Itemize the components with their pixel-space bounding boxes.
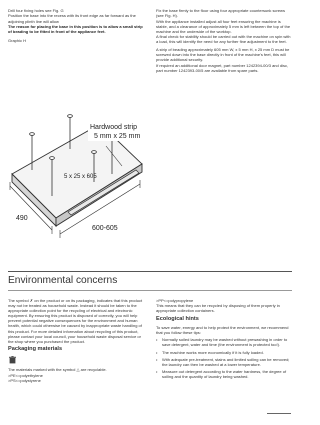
weee-paragraph: The symbol ✗ on the product or on its packaging, indicates that this product may not be treated as household waste. Instead it should be taken to the appropriate collection point for the recycling of electrical and electronic equipment. By ensuring this product is disposed of correctly, you will help prevent potential negative consequences for the environment and human health, which could otherwise be caused by inappropriate waste handling of this product. For more detailed information about recycling of this product, please contact your local council, your household waste disposal service or the shop where you purchased the product. (8, 298, 143, 344)
strip-label: Hardwood strip (90, 124, 138, 131)
diagram-illustration (8, 94, 144, 264)
packaging-paragraph: The materials marked with the symbol △ are recyclable. (8, 367, 107, 373)
install-paragraph: If required an additional door magnet, part number 1242394-00/3 and disc, part number 1242393-00/5 are available from spare parts. (156, 62, 289, 73)
packaging-material-pp: >PP<=polypropylene (156, 298, 194, 303)
section-divider (8, 290, 292, 291)
packaging-material-pe: >PE<=polyethylene (8, 372, 43, 378)
list-item: • With adequate pre-treatment, stains and limited soiling can be removed; the laundry can then be washed at a lower temperature. (156, 357, 292, 367)
section-divider (8, 271, 292, 272)
env-right-column (156, 298, 292, 382)
ecological-hints-list (156, 337, 292, 379)
base-installation-diagram (8, 94, 144, 264)
recycling-paragraph: This means that they can be recycled by disposing of them properly in appropriate collection containers. (156, 303, 280, 314)
section-title: Environmental concerns (8, 275, 118, 286)
list-item: • Normally soiled laundry may be washed without prewashing in order to save detergent, water and time (the environment is protected too!). (156, 337, 292, 347)
strip-size-label: 5 mm x 25 mm (94, 133, 141, 140)
depth-dimension-label: 490 (16, 215, 28, 222)
install-paragraph: Position the base into the recess with its front edge as far forward as the adjoining plinth line will allow (8, 13, 136, 24)
ecological-hints-heading: Ecological hints (156, 315, 199, 322)
install-right-column (156, 8, 292, 75)
list-item: • Measure out detergent according to the water hardness, the degree of soiling and the quantity of laundry being washed. (156, 369, 292, 379)
install-paragraph: With the appliance installed adjust all four feet ensuring the machine is stable, and a clearance of approximately 5 mm is left between the top of the machine and the underside of the worktop. (156, 18, 291, 34)
install-bold-note: The reason for placing the base in this position is to allow a small strip of beading to be fitted in front of the appliance feet. (8, 24, 143, 35)
packaging-material-ps: >PS<=polystyrene (8, 377, 41, 383)
width-dimension-label: 600-605 (92, 225, 118, 232)
recycle-bin-icon (9, 356, 16, 364)
install-paragraph: A final check for stability should be carried out with the machine on spin with a load, this will identify the need for any further fine adjustment to the feet. (156, 34, 291, 45)
install-paragraph: Drill four fixing holes see Fig. G (8, 8, 64, 13)
packaging-heading: Packaging materials (8, 346, 63, 353)
screw-size-label: 5 x 25 x 605 (64, 174, 97, 180)
env-left-column (8, 298, 144, 383)
install-paragraph: Fix the base firmly to the floor using four appropriate countersunk screws (see Fig. H). (156, 8, 285, 19)
install-left-column (8, 8, 144, 46)
ecological-intro: To save water, energy and to help protect the environment, we recommend that you follow these tips: (156, 324, 289, 335)
list-item: • The machine works more economically if it is fully loaded. (156, 350, 292, 355)
install-paragraph: A strip of beading approximately 605 mm W, x 5 mm H, x 25 mm D must be screwed down into the base directly in front of the machine's feet, this will provide additional security. (156, 46, 290, 63)
page-footer-rule (267, 413, 291, 414)
graphic-label: Graphic H (8, 38, 27, 44)
